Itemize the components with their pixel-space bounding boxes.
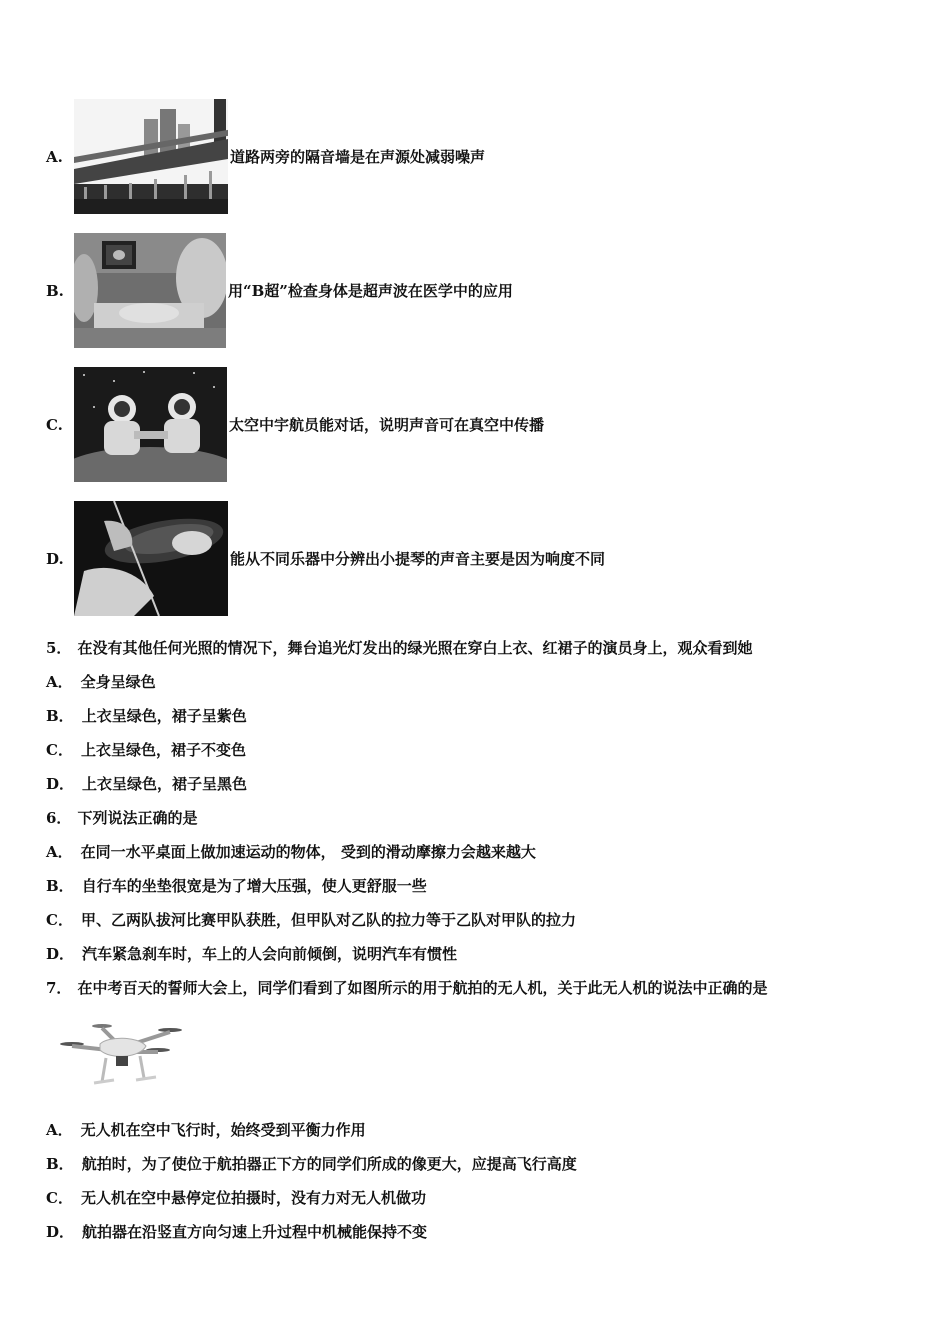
option-text: 甲、乙两队拔河比赛甲队获胜，但甲队对乙队的拉力等于乙队对甲队的拉力 [80,911,576,929]
question-text: 在中考百天的誓师大会上，同学们看到了如图所示的用于航拍的无人机，关于此无人机的说法中正确的是 [77,979,768,997]
option-letter: D. [46,549,64,568]
sound-barrier-road-photo-icon [74,99,228,214]
option-text: 自行车的坐垫很宽是为了增大压强，使人更舒服一些 [81,877,427,895]
option-text: 全身呈绿色 [80,673,156,691]
question-number: 5． [46,639,72,657]
option-b-row [46,233,513,348]
question-text: 下列说法正确的是 [77,809,198,827]
question-number: 7． [46,979,72,997]
option-letter: C． [46,911,73,929]
astronauts-in-space-photo-icon [74,367,227,482]
option-text: 上衣呈绿色，裙子不变色 [80,741,246,759]
option-letter: B． [46,1155,74,1173]
option-letter: D． [46,945,75,963]
question-number: 6． [46,809,72,827]
question-5-option-c [46,739,246,760]
option-letter: C． [46,741,73,759]
option-text: 汽车紧急刹车时，车上的人会向前倾倒，说明汽车有惯性 [82,945,458,963]
question-7-option-a [46,1119,366,1140]
question-7-option-b [46,1153,577,1174]
option-letter: A． [46,673,73,691]
option-letter: B． [46,707,74,725]
question-text: 在没有其他任何光照的情况下，舞台追光灯发出的绿光照在穿白上衣、红裙子的演员身上，观众看到她 [77,639,753,657]
option-letter: A． [46,1121,73,1139]
question-6-option-a [46,841,536,862]
option-text: 无人机在空中飞行时，始终受到平衡力作用 [80,1121,366,1139]
option-text: 航拍时，为了使位于航拍器正下方的同学们所成的像更大，应提高飞行高度 [81,1155,577,1173]
question-5-option-d [46,773,247,794]
drone-quadcopter-image-icon [58,1020,182,1090]
option-text: 太空中宇航员能对话，说明声音可在真空中传播 [229,416,545,434]
question-6-option-c [46,909,576,930]
question-7-stem [46,977,767,998]
question-6-option-b [46,875,427,896]
option-text: 上衣呈绿色，裙子呈紫色 [81,707,247,725]
option-letter: C． [46,1189,73,1207]
option-letter: D． [46,1223,75,1241]
option-letter: B． [46,877,74,895]
option-letter: D． [46,775,75,793]
option-text: 道路两旁的隔音墙是在声源处减弱噪声 [230,148,486,166]
violin-playing-photo-icon [74,501,228,616]
option-text: 无人机在空中悬停定位拍摄时，没有力对无人机做功 [80,1189,426,1207]
question-7-option-c [46,1187,426,1208]
option-text: 用“B超”检查身体是超声波在医学中的应用 [228,282,513,300]
question-5-option-b [46,705,247,726]
option-text: 上衣呈绿色，裙子呈黑色 [82,775,248,793]
option-letter: B. [46,281,64,300]
option-letter: A. [46,147,63,166]
option-a-row [46,99,485,214]
option-letter: C. [46,415,63,434]
option-text: 在同一水平桌面上做加速运动的物体， 受到的滑动摩擦力会越来越大 [80,843,536,861]
option-c-row [46,367,544,482]
option-text: 航拍器在沿竖直方向匀速上升过程中机械能保持不变 [82,1223,428,1241]
b-ultrasound-exam-photo-icon [74,233,226,348]
option-letter: A． [46,843,73,861]
option-text: 能从不同乐器中分辨出小提琴的声音主要是因为响度不同 [230,550,606,568]
question-7-option-d [46,1221,427,1242]
question-5-stem [46,637,752,658]
question-6-option-d [46,943,457,964]
question-5-option-a [46,671,156,692]
question-6-stem [46,807,197,828]
option-d-row [46,501,605,616]
